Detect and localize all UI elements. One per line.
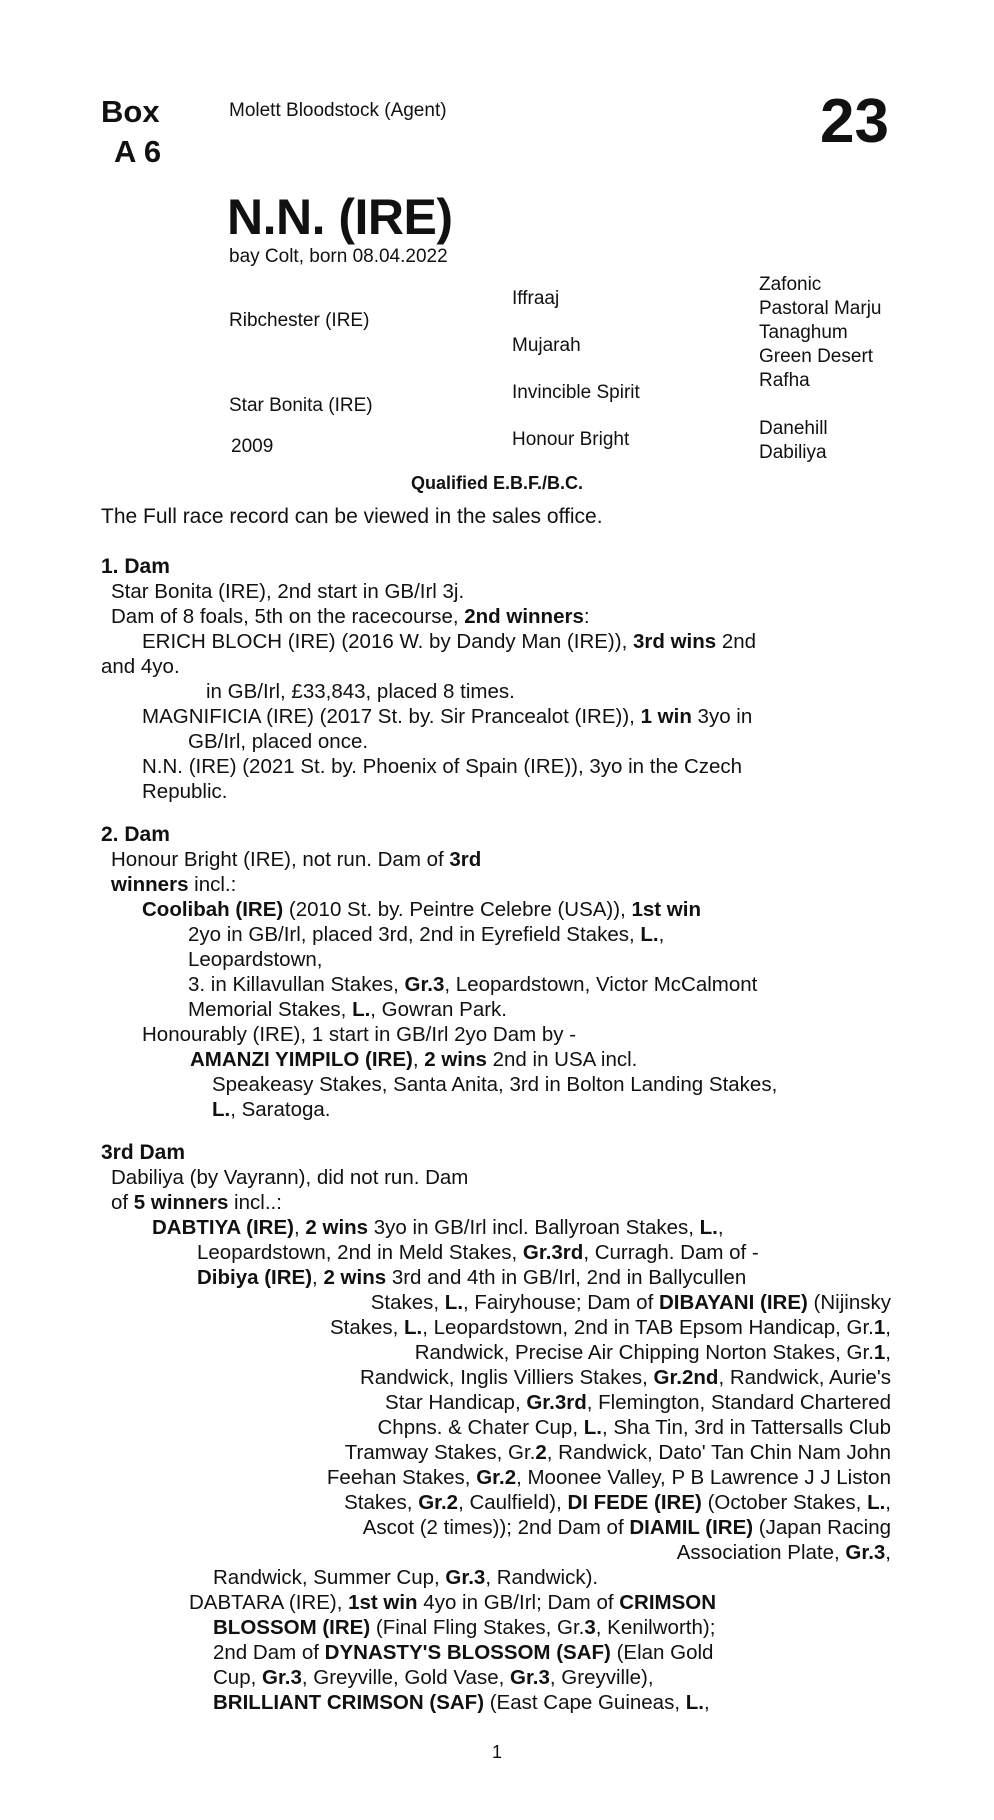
second-dam-line: L., Saratoga. — [212, 1098, 331, 1121]
catalogue-body — [101, 548, 911, 1715]
box-number: A 6 — [114, 134, 162, 169]
pedigree-g2: Pastoral Marju — [759, 298, 882, 319]
first-dam-line: MAGNIFICIA (IRE) (2017 St. by. Sir Prancealot (IRE)), 1 win 3yo in — [142, 705, 753, 728]
pedigree-sire: Ribchester (IRE) — [229, 310, 370, 331]
page-number: 1 — [491, 1742, 502, 1762]
horse-description: bay Colt, born 08.04.2022 — [229, 246, 448, 267]
third-dam-line: Ascot (2 times)); 2nd Dam of DIAMIL (IRE) (Japan Racing — [362, 1516, 891, 1539]
third-dam-line: BRILLIANT CRIMSON (SAF) (East Cape Guineas, L., — [213, 1691, 710, 1714]
third-dam-line: Dibiya (IRE), 2 wins 3rd and 4th in GB/Irl, 2nd in Ballycullen — [197, 1266, 747, 1289]
second-dam-line: 3. in Killavullan Stakes, Gr.3, Leopardstown, Victor McCalmont — [188, 973, 758, 996]
horse-name: N.N. (IRE) — [227, 189, 453, 245]
third-dam-line: Dabiliya (by Vayrann), did not run. Dam — [111, 1166, 469, 1189]
first-dam-line: and 4yo. — [101, 655, 180, 678]
pedigree-sire-dam: Mujarah — [512, 335, 581, 356]
lot-number: 23 — [820, 87, 889, 156]
pedigree-g1: Zafonic — [759, 274, 822, 295]
third-dam-heading: 3rd Dam — [101, 1141, 186, 1164]
pedigree-g5: Rafha — [759, 370, 810, 391]
box-label: Box — [101, 94, 160, 129]
second-dam-line: Honourably (IRE), 1 start in GB/Irl 2yo Dam by - — [142, 1023, 577, 1046]
third-dam-line: of 5 winners incl..: — [111, 1191, 282, 1214]
first-dam-line: Republic. — [142, 780, 228, 803]
third-dam-line: DABTARA (IRE), 1st win 4yo in GB/Irl; Dam of CRIMSON — [189, 1591, 717, 1614]
pedigree-dam-dam: Honour Bright — [512, 429, 630, 450]
pedigree-g4: Green Desert — [759, 346, 874, 367]
first-dam-line: Dam of 8 foals, 5th on the racecourse, 2nd winners: — [111, 605, 590, 628]
second-dam-line: Memorial Stakes, L., Gowran Park. — [188, 998, 507, 1021]
third-dam-section — [101, 1140, 911, 1715]
third-dam-line: BLOSSOM (IRE) (Final Fling Stakes, Gr.3, Kenilworth); — [213, 1616, 716, 1639]
third-dam-line: DABTIYA (IRE), 2 wins 3yo in GB/Irl incl. Ballyroan Stakes, L., — [152, 1216, 724, 1239]
second-dam-line: Leopardstown, — [188, 948, 323, 971]
agent-name: Molett Bloodstock (Agent) — [229, 100, 447, 121]
first-dam-line: N.N. (IRE) (2021 St. by. Phoenix of Spain (IRE)), 3yo in the Czech — [142, 755, 743, 778]
third-dam-line: Tramway Stakes, Gr.2, Randwick, Dato' Tan Chin Nam John — [344, 1441, 891, 1464]
second-dam-line: AMANZI YIMPILO (IRE), 2 wins 2nd in USA incl. — [190, 1048, 638, 1071]
qualification: Qualified E.B.F./B.C. — [410, 473, 584, 493]
first-dam-section — [101, 554, 911, 804]
third-dam-line: Cup, Gr.3, Greyville, Gold Vase, Gr.3, Greyville), — [213, 1666, 654, 1689]
third-dam-line: 2nd Dam of DYNASTY'S BLOSSOM (SAF) (Elan Gold — [213, 1641, 714, 1664]
third-dam-line: Stakes, L., Leopardstown, 2nd in TAB Epsom Handicap, Gr.1, — [329, 1316, 891, 1339]
pedigree-dam-sire: Invincible Spirit — [512, 382, 640, 403]
second-dam-section — [101, 822, 911, 1122]
first-dam-line: Star Bonita (IRE), 2nd start in GB/Irl 3j. — [111, 580, 465, 603]
third-dam-line: Leopardstown, 2nd in Meld Stakes, Gr.3rd, Curragh. Dam of - — [197, 1241, 759, 1264]
third-dam-line: Stakes, L., Fairyhouse; Dam of DIBAYANI (IRE) (Nijinsky — [370, 1291, 891, 1314]
first-dam-line: GB/Irl, placed once. — [188, 730, 369, 753]
third-dam-line: Feehan Stakes, Gr.2, Moonee Valley, P B Lawrence J J Liston — [326, 1466, 891, 1489]
third-dam-line: Randwick, Precise Air Chipping Norton Stakes, Gr.1, — [414, 1341, 891, 1364]
race-record-note: The Full race record can be viewed in the sales office. — [101, 505, 603, 528]
first-dam-heading: 1. Dam — [101, 555, 170, 578]
pedigree-sire-sire: Iffraaj — [512, 288, 560, 309]
pedigree-g7: Dabiliya — [759, 442, 827, 463]
third-dam-line: Chpns. & Chater Cup, L., Sha Tin, 3rd in Tattersalls Club — [377, 1416, 891, 1439]
pedigree-dam-year: 2009 — [231, 436, 274, 457]
third-dam-line: Randwick, Inglis Villiers Stakes, Gr.2nd, Randwick, Aurie's — [359, 1366, 891, 1389]
second-dam-heading: 2. Dam — [101, 823, 170, 846]
second-dam-line: 2yo in GB/Irl, placed 3rd, 2nd in Eyrefield Stakes, L., — [188, 923, 665, 946]
second-dam-line: Speakeasy Stakes, Santa Anita, 3rd in Bolton Landing Stakes, — [212, 1073, 778, 1096]
third-dam-line: Star Handicap, Gr.3rd, Flemington, Standard Chartered — [385, 1391, 891, 1414]
second-dam-line: Honour Bright (IRE), not run. Dam of 3rd — [111, 848, 482, 871]
second-dam-line: winners incl.: — [111, 873, 237, 896]
first-dam-line: ERICH BLOCH (IRE) (2016 W. by Dandy Man (IRE)), 3rd wins 2nd — [142, 630, 757, 653]
first-dam-line: in GB/Irl, £33,843, placed 8 times. — [206, 680, 515, 703]
pedigree-dam: Star Bonita (IRE) — [229, 395, 373, 416]
third-dam-line: Association Plate, Gr.3, — [676, 1541, 891, 1564]
second-dam-line: Coolibah (IRE) (2010 St. by. Peintre Celebre (USA)), 1st win — [142, 898, 701, 921]
pedigree-g6: Danehill — [759, 418, 828, 439]
third-dam-line: Randwick, Summer Cup, Gr.3, Randwick). — [213, 1566, 599, 1589]
third-dam-line: Stakes, Gr.2, Caulfield), DI FEDE (IRE) (October Stakes, L., — [344, 1491, 891, 1514]
pedigree-g3: Tanaghum — [759, 322, 848, 343]
